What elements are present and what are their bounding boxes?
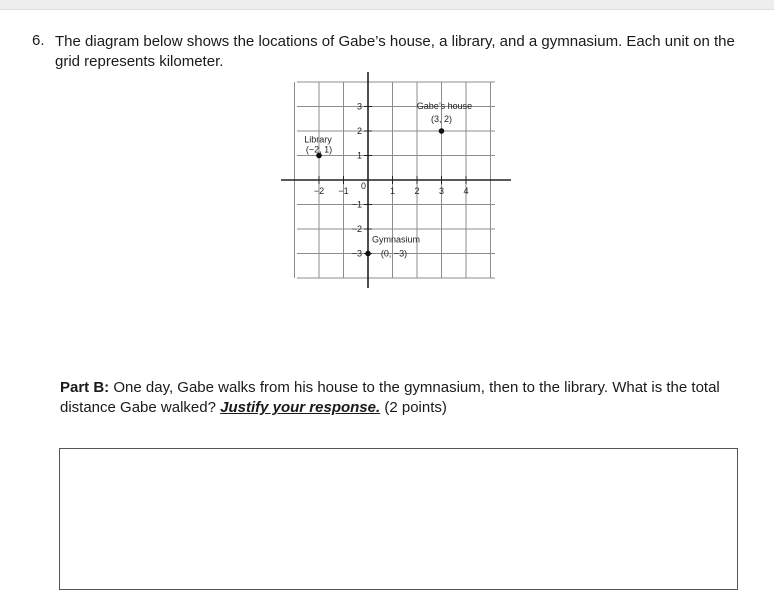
gabe-s-house-coordinates: (3, 2) xyxy=(430,114,453,124)
y-tick-label: 2 xyxy=(356,126,362,136)
part-b-label: Part B: xyxy=(60,379,110,396)
gymnasium-point xyxy=(365,251,371,257)
x-tick-label: 3 xyxy=(438,186,445,196)
y-tick-label: −3 xyxy=(351,248,362,259)
x-tick-label: −1 xyxy=(338,186,349,196)
question-text: The diagram below shows the locations of Gabe’s house, a library, and a gymnasium. Each unit on the grid represents kilometer. xyxy=(55,33,735,70)
top-band xyxy=(0,0,774,10)
gabe-s-house-label: Gabe’s house xyxy=(416,101,473,111)
gymnasium-coordinates: (0, −3) xyxy=(380,248,408,259)
question-number: 6. xyxy=(32,32,45,49)
gabe-s-house-point xyxy=(439,128,445,134)
coordinate-grid xyxy=(281,70,511,290)
x-tick-label: 1 xyxy=(389,186,396,196)
x-tick-label: −2 xyxy=(313,186,325,196)
y-tick-label: 1 xyxy=(356,150,362,161)
y-tick-label: −2 xyxy=(351,224,362,234)
part-b-points: (2 points) xyxy=(384,399,447,416)
part-b-emphasis: Justify your response. xyxy=(220,399,381,416)
y-tick-label: 3 xyxy=(356,101,362,112)
library-label: Library xyxy=(304,134,332,145)
y-tick-label: −1 xyxy=(351,199,362,210)
answer-box[interactable] xyxy=(59,448,738,590)
x-tick-label: 2 xyxy=(414,186,420,196)
gymnasium-label: Gymnasium xyxy=(371,234,421,245)
x-tick-label: 4 xyxy=(463,186,469,196)
part-b-text: One day, Gabe walks from his house to the gymnasium, then to the library. What is the total distance Gabe walked? xyxy=(60,379,720,416)
part-b-prompt xyxy=(60,378,750,418)
coordinate-grid-diagram xyxy=(281,70,511,290)
x-tick-label: 0 xyxy=(361,181,367,191)
library-coordinates: (−2, 1) xyxy=(305,144,333,155)
